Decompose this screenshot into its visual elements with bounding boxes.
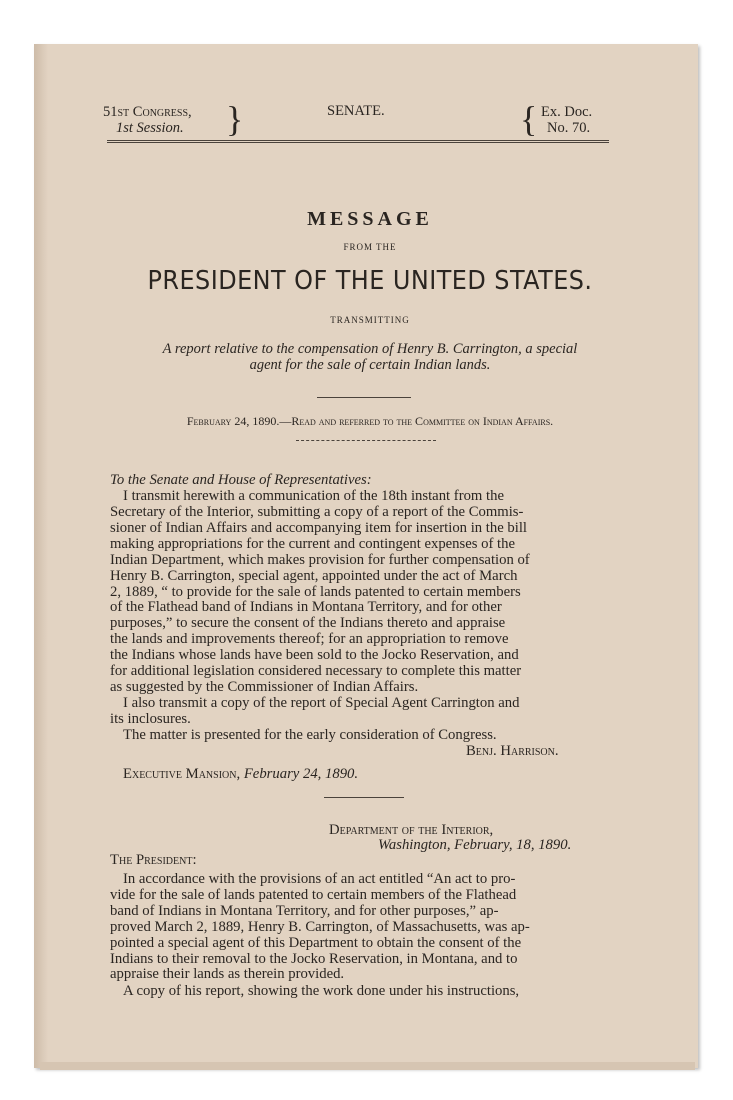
transmitting-label: TRANSMITTING <box>330 315 410 325</box>
text-line: Indians to their removal to the Jocko Reservation, in Montana, and to <box>110 950 518 967</box>
header-rule <box>107 140 609 143</box>
referral-line: February 24, 1890.—Read and referred to the Committee on Indian Affairs. <box>186 414 554 428</box>
doc-type-label: Ex. Doc. <box>541 104 593 120</box>
page-edge-shadow <box>34 44 48 1068</box>
text-line: Henry B. Carrington, special agent, appointed under the act of March <box>110 567 518 584</box>
text-line: the Indians whose lands have been sold to the Jocko Reservation, and <box>110 647 519 664</box>
text-line: In accordance with the provisions of an act entitled “An act to pro- <box>123 871 516 887</box>
department-heading: Department of the Interior, <box>329 822 494 838</box>
location-date: Washington, February, 18, 1890. <box>378 837 572 853</box>
executive-mansion-line <box>123 767 358 783</box>
message-paragraph-1-cont <box>110 505 610 696</box>
right-brace: } <box>226 99 244 139</box>
text-line: purposes,” to secure the consent of the Indians thereto and appraise <box>110 615 506 632</box>
section-rule <box>324 797 404 798</box>
text-line: vide for the sale of lands patented to certain members of the Flathead <box>110 886 517 903</box>
interior-paragraph-1 <box>110 872 610 983</box>
congress-label: 51st Congress, <box>103 104 192 120</box>
president-title: PRESIDENT OF THE UNITED STATES. <box>147 266 593 296</box>
text-line: of the Flathead band of Indians in Montana Territory, and for other <box>110 599 502 616</box>
text-line: I transmit herewith a communication of the 18th instant from the <box>123 488 504 504</box>
addressee: The President: <box>110 852 197 868</box>
place: Executive Mansion, <box>123 766 241 782</box>
message-paragraph-2 <box>110 696 610 728</box>
text-line: I also transmit a copy of the report of Special Agent Carrington and <box>123 695 520 711</box>
session-label: 1st Session. <box>116 120 184 136</box>
text-line: Indian Department, which makes provision for further compensation of <box>110 551 530 568</box>
text-line: as suggested by the Commissioner of Indian Affairs. <box>110 678 419 695</box>
message-date: February 24, 1890. <box>243 766 359 782</box>
chamber-label: SENATE. <box>327 103 385 119</box>
title-rule <box>317 397 411 398</box>
referral-rule <box>296 440 436 441</box>
subject-line-1: A report relative to the compensation of Henry B. Carrington, a special <box>162 341 578 357</box>
signature: Benj. Harrison. <box>466 743 559 759</box>
left-brace: { <box>520 99 538 139</box>
text-line: 2, 1889, “ to provide for the sale of lands patented to certain members <box>110 583 521 600</box>
text-line: proved March 2, 1889, Henry B. Carrington, of Massachusetts, was ap- <box>110 918 530 935</box>
text-line: band of Indians in Montana Territory, and for other purposes,” ap- <box>110 902 499 919</box>
message-title: MESSAGE <box>307 208 433 230</box>
text-line: pointed a special agent of this Department to obtain the consent of the <box>110 934 522 951</box>
text-line: sioner of Indian Affairs and accompanying item for insertion in the bill <box>110 519 527 536</box>
salutation: To the Senate and House of Representatives: <box>110 472 372 488</box>
subject-line-2: agent for the sale of certain Indian lands. <box>249 357 491 373</box>
text-line: its inclosures. <box>110 710 191 727</box>
text-line: making appropriations for the current and contingent expenses of the <box>110 535 516 552</box>
text-line: the lands and improvements thereof; for an appropriation to remove <box>110 631 509 648</box>
message-paragraph-3: The matter is presented for the early consideration of Congress. <box>123 727 497 743</box>
text-line: for additional legislation considered necessary to complete this matter <box>110 663 522 680</box>
from-the-label: FROM THE <box>343 242 397 252</box>
page-bottom-edge <box>40 1062 695 1070</box>
text-line: appraise their lands as therein provided. <box>110 966 345 983</box>
interior-paragraph-2-start: A copy of his report, showing the work done under his instructions, <box>123 983 520 999</box>
doc-number-label: No. 70. <box>547 120 591 136</box>
message-paragraph-1 <box>110 489 610 505</box>
text-line: Secretary of the Interior, submitting a copy of a report of the Commis- <box>110 504 524 520</box>
